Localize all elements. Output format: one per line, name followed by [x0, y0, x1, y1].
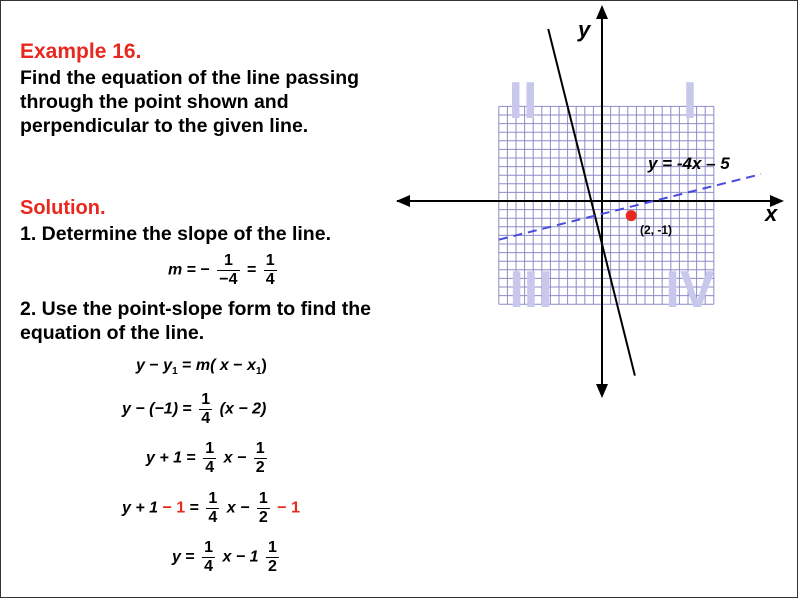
equals-sign: = [182, 357, 192, 374]
numerator: 1 [204, 539, 214, 556]
middle-term: x − [223, 449, 247, 467]
problem-statement: Find the equation of the line passing through the point shown and perpendicular to the given line. [20, 67, 360, 137]
example-title: Example 16. [20, 40, 142, 63]
middle-term: x − 1 [222, 548, 259, 566]
denominator: 2 [268, 558, 277, 575]
numerator: 1 [201, 391, 211, 408]
quadrant-label-i: I [682, 72, 698, 130]
equals-sign: = [182, 400, 192, 418]
subscript: 1 [255, 366, 262, 377]
left-side: y [172, 548, 181, 566]
axes [396, 5, 784, 398]
point-label: (2, -1) [640, 223, 673, 237]
equals-sign: = [186, 449, 196, 467]
right-side: (x − 2) [219, 400, 267, 418]
numerator: 1 [258, 490, 268, 507]
denominator: 2 [255, 459, 265, 476]
plotted-lines [499, 29, 761, 376]
equals-sign: = [185, 548, 195, 566]
denominator: 4 [208, 509, 218, 526]
numerator: 1 [217, 252, 239, 271]
solution-title: Solution. [20, 197, 106, 219]
subtract-one-left: − 1 [162, 499, 186, 517]
y1-var: y [163, 357, 173, 374]
denominator: 2 [258, 509, 268, 526]
y-axis-label: y [578, 17, 591, 42]
denominator: 4 [205, 459, 215, 476]
minus-sign: − [149, 357, 159, 374]
slope-symbol: m [168, 261, 183, 279]
numerator: 1 [268, 539, 277, 556]
y-var: y [136, 357, 145, 374]
given-point [626, 210, 637, 221]
step-1-text: 1. Determine the slope of the line. [20, 223, 331, 245]
numerator: 1 [265, 252, 275, 269]
x1-var: x [247, 357, 256, 374]
given-line [548, 29, 635, 376]
m-var: m( [195, 357, 216, 374]
y-axis-arrow-down [596, 384, 608, 398]
subtract-one-right: − 1 [277, 499, 300, 517]
x-axis-arrow-left [396, 195, 410, 207]
minus-sign: − [233, 357, 243, 374]
equals-sign: = [246, 261, 257, 279]
equals-sign: = [186, 261, 197, 279]
denominator: 4 [204, 558, 214, 575]
denominator: −4 [219, 271, 238, 288]
step-2-text: 2. Use the point-slope form to find the equation of the line. [20, 298, 371, 344]
given-line-label: y = -4x – 5 [648, 154, 730, 173]
left-side: y + 1 [146, 449, 183, 467]
numerator: 1 [208, 490, 218, 507]
subscript: 1 [172, 366, 178, 377]
numerator: 1 [205, 440, 215, 457]
x-var: x [219, 357, 229, 374]
y-axis-arrow-up [596, 5, 608, 19]
close-paren: ) [261, 357, 267, 374]
quadrant-label-iv: IV [665, 261, 715, 319]
quadrant-label-iii: III [509, 261, 553, 319]
quadrant-label-ii: II [508, 72, 538, 130]
equals-sign: = [189, 499, 199, 517]
x-axis-label: x [765, 201, 778, 226]
left-side: y + 1 [122, 499, 159, 517]
negative-sign: − [200, 261, 210, 279]
denominator: 4 [201, 410, 211, 427]
left-side: y − (−1) [122, 400, 179, 418]
numerator: 1 [255, 440, 265, 457]
middle-term: x − [226, 499, 250, 517]
denominator: 4 [265, 271, 275, 288]
